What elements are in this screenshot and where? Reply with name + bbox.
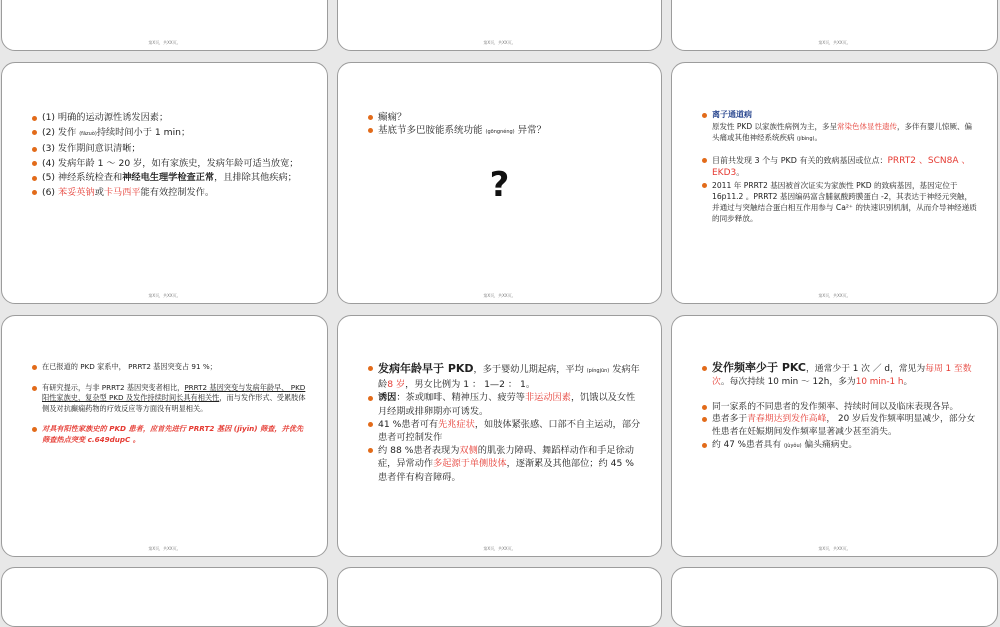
list-item: 有研究提示，与非 PRRT2 基因突变者相比，PRRT2 基因突变与发病年龄早、 PKD 阳性家族史、复杂型 PKD 及发作持续时间长具有相关性，而与发作形式、受累肢体侧及对抗癫痫药物的疗效反应等方面没有明显相关。 <box>32 383 309 415</box>
list-item: (4) 发病年龄 1 ～ 20 岁，如有家族史，发病年龄可适当放宽； <box>32 157 309 171</box>
slide-footer: 第X页，共XX页。 <box>483 40 516 45</box>
slide-footer: 第X页，共XX页。 <box>818 293 851 298</box>
slide-thumbnail[interactable] <box>671 0 998 51</box>
slide-thumbnail[interactable] <box>337 315 662 557</box>
list-item: 对具有阳性家族史的 PKD 患者，应首先进行 PRRT2 基因 (jīyīn) 筛查，并优先筛查热点突变 c.649dupC 。 <box>32 424 309 445</box>
bullet-list <box>702 155 979 224</box>
list-item: 约 88 %患者表现为双侧的肌张力障碍、舞蹈样动作和手足徐动症，异常动作多起源于单侧肢体，逐渐累及其他部位；约 45 %患者伴有构音障碍。 <box>368 444 643 484</box>
slide-footer: 第X页，共XX页。 <box>148 293 181 298</box>
list-item: 诱因：茶或咖啡、精神压力、疲劳等非运动因素，饥饿以及女性月经期或排卵期亦可诱发。 <box>368 391 643 417</box>
bullet-list <box>32 362 309 373</box>
slide-footer: 第X页，共XX页。 <box>483 293 516 298</box>
list-item: 癫痫？ <box>368 111 643 124</box>
slide-content <box>702 109 979 224</box>
slide-thumbnail[interactable] <box>1 315 328 557</box>
slide-thumbnail[interactable] <box>671 62 998 304</box>
list-item: 基底节多巴胺能系统功能 (gōngnéng) 异常？ <box>368 124 643 139</box>
list-item: 目前共发现 3 个与 PKD 有关的致病基因或位点：PRRT2 、SCN8A 、 EKD3。 <box>702 155 979 180</box>
list-item: 发作频率少于 PKC，通常少于 1 次 ／ d，常见为每周 1 至数次。每次持续 10 min ～ 12h，多为10 min-1 h。 <box>702 362 979 389</box>
slide-footer: 第X页，共XX页。 <box>483 546 516 551</box>
slide-content <box>368 111 643 139</box>
slide-thumbnail[interactable] <box>1 567 328 627</box>
slide-thumbnail[interactable] <box>1 62 328 304</box>
bullet-list <box>702 109 979 121</box>
list-item: (2) 发作 (fāzuò)持续时间小于 1 min； <box>32 126 309 142</box>
slide-thumbnail[interactable] <box>337 0 662 51</box>
slide-thumbnail[interactable] <box>671 315 998 557</box>
list-item: (1) 明确的运动源性诱发因素； <box>32 111 309 125</box>
slide-footer: 第X页，共XX页。 <box>148 40 181 45</box>
slide-thumbnail[interactable] <box>1 0 328 51</box>
list-item: 在已报道的 PKD 家系中， PRRT2 基因突变占 91 %； <box>32 362 309 373</box>
bullet-list <box>32 383 309 415</box>
list-item: 41 %患者可有先兆症状，如肢体紧张感、口部不自主运动，部分患者可控制发作 <box>368 418 643 444</box>
slide-content <box>368 362 643 484</box>
bullet-list <box>368 111 643 139</box>
bullet-list <box>32 111 309 199</box>
list-item: 患者多于青春期达到发作高峰， 20 岁后发作频率明显减少，部分女性患者在妊娠期间发作频率显著减少甚至消失。 <box>702 413 979 439</box>
list-item: 2011 年 PRRT2 基因被首次证实为家族性 PKD 的致病基因，基因定位于 16p11.2 。PRRT2 基因编码富含脯氨酸跨膜蛋白 -2，其表达于神经元突触，并通过与突触结合蛋白相互作用参与 Ca²⁺ 的快速识别机制，从而介导神经递质的同步释放。 <box>702 180 979 224</box>
slide-thumbnail[interactable] <box>671 567 998 627</box>
slide-content <box>32 111 309 200</box>
slide-footer: 第X页，共XX页。 <box>148 546 181 551</box>
list-item: 同一家系的不同患者的发作频率、持续时间以及临床表现各异。 <box>702 401 979 414</box>
paragraph: 原发性 PKD 以家族性病例为主，多呈常染色体显性遗传，多伴有婴儿惊厥、偏头痛或其他神经系统疾病 (jíbìng)。 <box>712 121 972 142</box>
slide-content <box>32 362 309 445</box>
bullet-list <box>702 401 979 453</box>
list-item: 约 47 %患者具有 (jùyǒu) 偏头痛病史。 <box>702 439 979 453</box>
slide-thumbnail[interactable] <box>337 62 662 304</box>
list-item: 发病年龄早于 PKD，多于婴幼儿期起病，平均 (píngjūn) 发病年龄8 岁，男女比例为 1 ： 1—2 ： 1。 <box>368 362 643 391</box>
list-item: (3) 发作期间意识清晰； <box>32 142 309 156</box>
slide-content <box>702 362 979 453</box>
list-item: (5) 神经系统检查和神经电生理学检查正常，且排除其他疾病； <box>32 171 309 185</box>
question-mark: ? <box>489 165 510 205</box>
list-item: (6) 苯妥英钠或卡马西平能有效控制发作。 <box>32 186 309 200</box>
slide-footer: 第X页，共XX页。 <box>818 546 851 551</box>
list-item: 离子通道病 <box>702 109 979 121</box>
bullet-list <box>32 424 309 445</box>
bullet-list <box>702 362 979 389</box>
slide-footer: 第X页，共XX页。 <box>818 40 851 45</box>
bullet-list <box>368 362 643 484</box>
slide-thumbnail[interactable] <box>337 567 662 627</box>
